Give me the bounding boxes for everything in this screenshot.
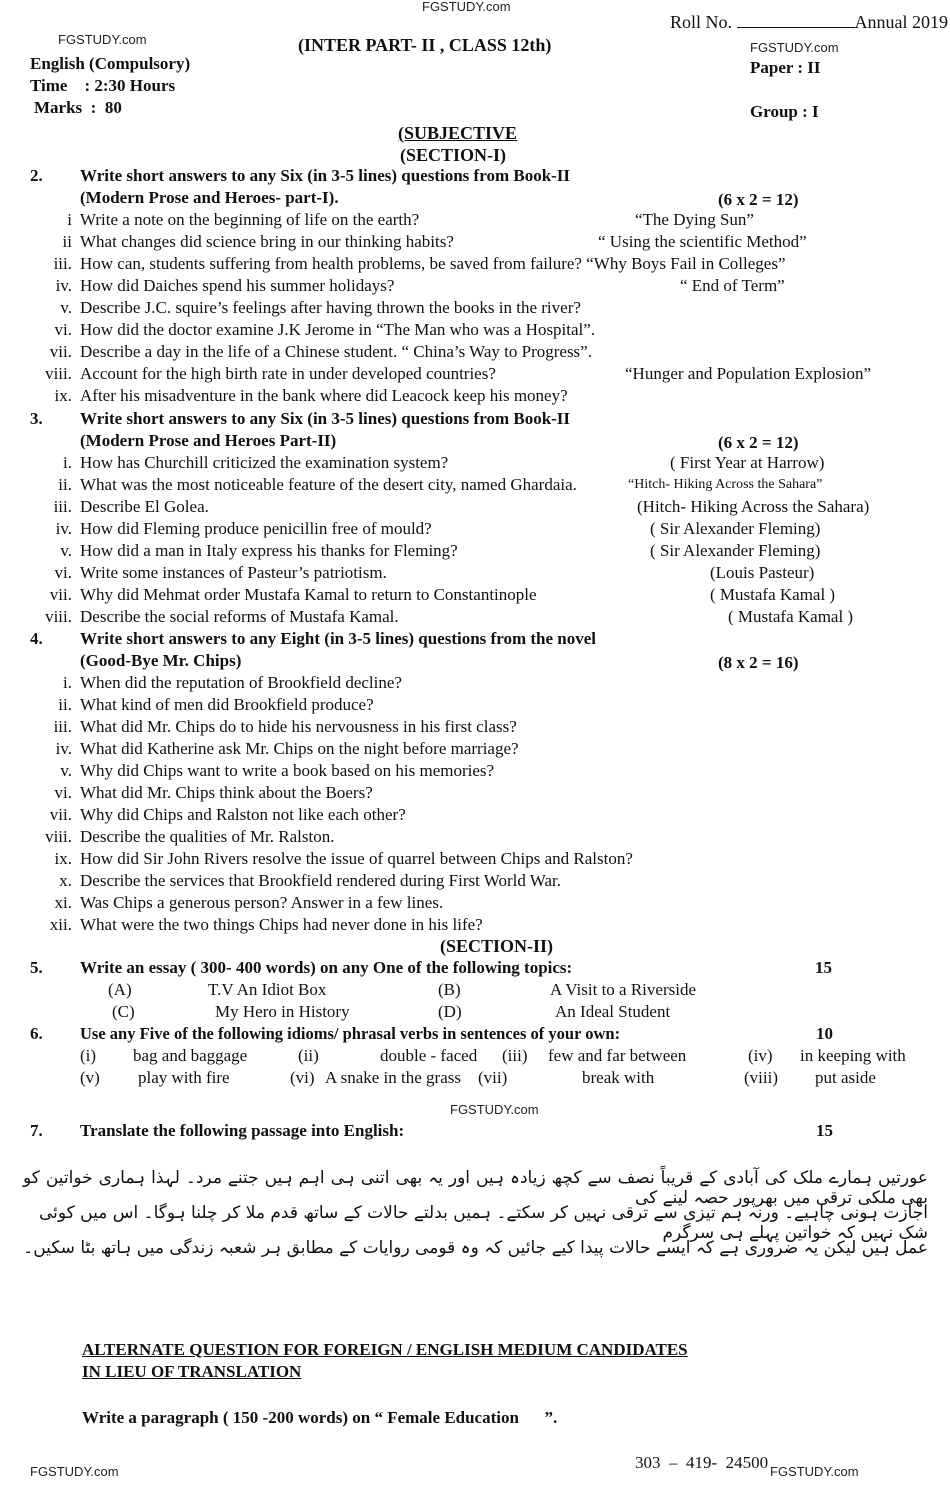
- topic-text: T.V An Idiot Box: [208, 980, 327, 999]
- question-numeral: ii.: [58, 695, 72, 714]
- idiom-numeral: (i): [80, 1046, 97, 1065]
- idiom-numeral: (iii): [502, 1046, 528, 1065]
- idiom-text: few and far between: [548, 1046, 687, 1065]
- question-text: After his misadventure in the bank where did Leacock keep his money?: [80, 386, 568, 405]
- question-numeral: vi.: [54, 563, 72, 582]
- annual-label: Annual 2019: [854, 12, 949, 32]
- question-numeral: vi.: [54, 320, 72, 339]
- question-text: What did Mr. Chips do to hide his nervousness in his first class?: [80, 717, 517, 736]
- question-numeral: xii.: [49, 915, 72, 934]
- question-numeral: ii: [62, 232, 72, 251]
- question-numeral: i: [67, 210, 72, 229]
- q3-instruction: Write short answers to any Six (in 3-5 lines) questions from Book-II: [80, 409, 571, 428]
- question-text: Was Chips a generous person? Answer in a few lines.: [80, 893, 444, 912]
- question-text: How did the doctor examine J.K Jerome in “The Man who was a Hospital”.: [80, 320, 596, 339]
- watermark-mid: FGSTUDY.com: [450, 1102, 539, 1117]
- q3-number: 3.: [30, 409, 43, 428]
- question-numeral: ii.: [58, 475, 72, 494]
- question-text: Why did Chips want to write a book based on his memories?: [80, 761, 495, 780]
- roll-no-label: Roll No.: [670, 12, 733, 32]
- q4-marks: (8 x 2 = 16): [718, 653, 799, 672]
- question-source: “Hunger and Population Explosion”: [625, 364, 871, 383]
- question-numeral: viii.: [45, 827, 72, 846]
- question-text: Describe the social reforms of Mustafa Kamal.: [80, 607, 399, 626]
- topic-letter: (B): [438, 980, 461, 999]
- question-numeral: iii.: [53, 717, 72, 736]
- question-source: (Hitch- Hiking Across the Sahara): [637, 497, 870, 516]
- q3-marks: (6 x 2 = 12): [718, 433, 799, 452]
- idiom-numeral: (iv): [748, 1046, 773, 1065]
- question-text: Why did Mehmat order Mustafa Kamal to return to Constantinople: [80, 585, 537, 604]
- question-text: Write some instances of Pasteur’s patriotism.: [80, 563, 387, 582]
- idiom-numeral: (vii): [478, 1068, 508, 1087]
- question-text: Describe the qualities of Mr. Ralston.: [80, 827, 335, 846]
- watermark-top: FGSTUDY.com: [422, 0, 511, 14]
- subject-label: English (Compulsory): [30, 54, 191, 73]
- question-text: What were the two things Chips had never done in his life?: [80, 915, 483, 934]
- idiom-text: break with: [582, 1068, 655, 1087]
- q2-instruction: Write short answers to any Six (in 3-5 lines) questions from Book-II: [80, 166, 571, 185]
- idiom-numeral: (v): [80, 1068, 100, 1087]
- question-numeral: viii.: [45, 364, 72, 383]
- question-text: How did Sir John Rivers resolve the issue of quarrel between Chips and Ralston?: [80, 849, 633, 868]
- q6-number: 6.: [30, 1024, 43, 1043]
- question-numeral: vii.: [49, 585, 72, 604]
- question-text: Describe J.C. squire’s feelings after having thrown the books in the river?: [80, 298, 581, 317]
- question-numeral: vii.: [49, 342, 72, 361]
- watermark-right: FGSTUDY.com: [750, 40, 839, 55]
- question-numeral: iv.: [55, 739, 72, 758]
- q7-marks: 15: [816, 1121, 833, 1140]
- question-numeral: viii.: [45, 607, 72, 626]
- question-text: How has Churchill criticized the examination system?: [80, 453, 449, 472]
- q4-instruction: Write short answers to any Eight (in 3-5 lines) questions from the novel: [80, 629, 596, 648]
- q4-number: 4.: [30, 629, 43, 648]
- alternate-close: ”.: [544, 1408, 558, 1427]
- class-title: (INTER PART- II , CLASS 12th): [298, 35, 552, 55]
- alternate-question: [82, 1408, 557, 1428]
- question-numeral: xi.: [54, 893, 72, 912]
- footer-watermark-right: FGSTUDY.com: [770, 1464, 859, 1479]
- question-source: ( Sir Alexander Fleming): [650, 541, 821, 560]
- topic-text: An Ideal Student: [555, 1002, 671, 1021]
- question-source: ( Mustafa Kamal ): [728, 607, 854, 626]
- question-text: How did Fleming produce penicillin free of mould?: [80, 519, 432, 538]
- question-numeral: x.: [59, 871, 72, 890]
- subjective-heading: (SUBJECTIVE: [398, 123, 518, 143]
- question-numeral: ix.: [54, 849, 72, 868]
- urdu-passage-line-1: عورتیں ہمارے ملک کی آبادی کے قریباً نصف سے کچھ زیادہ ہیں اور یہ بھی اتنی ہی اہم ہیں جتنے مرد۔ لہذا ہماری خواتین کو بھی ملکی ترقی میں بھرپور حصہ لینے کی: [23, 1168, 928, 1208]
- idiom-text: play with fire: [138, 1068, 230, 1087]
- question-numeral: iii.: [53, 254, 72, 273]
- question-numeral: iv.: [55, 519, 72, 538]
- question-source: “ End of Term”: [680, 276, 785, 295]
- question-numeral: vii.: [49, 805, 72, 824]
- question-text: How did a man in Italy express his thanks for Fleming?: [80, 541, 458, 560]
- q2-marks: (6 x 2 = 12): [718, 190, 799, 209]
- q3-book: (Modern Prose and Heroes Part-II): [80, 431, 337, 450]
- q7-number: 7.: [30, 1121, 43, 1140]
- topic-letter: (D): [438, 1002, 462, 1021]
- question-numeral: i.: [63, 453, 72, 472]
- roll-number-field[interactable]: [670, 12, 948, 32]
- idiom-numeral: (viii): [744, 1068, 778, 1087]
- question-source: (Louis Pasteur): [710, 563, 815, 582]
- question-source: “ Using the scientific Method”: [598, 232, 807, 251]
- idiom-numeral: (ii): [298, 1046, 319, 1065]
- section1-heading: (SECTION-I): [400, 145, 507, 165]
- idiom-numeral: (vi): [290, 1068, 315, 1087]
- q2-number: 2.: [30, 166, 43, 185]
- paper-code: 303 – 419- 24500: [635, 1453, 769, 1472]
- q5-text: Write an essay ( 300- 400 words) on any One of the following topics:: [80, 958, 573, 977]
- question-text: What kind of men did Brookfield produce?: [80, 695, 374, 714]
- question-numeral: iv.: [55, 276, 72, 295]
- q5-number: 5.: [30, 958, 43, 977]
- q2-book: (Modern Prose and Heroes- part-I).: [80, 188, 339, 207]
- urdu-passage-line-2: اجازت ہونی چاہیے۔ ورنہ ہم تیزی سے ترقی نہیں کر سکتے۔ ہمیں بدلتے حالات کے ساتھ قدم ملا کر چلنا ہوگا۔ اس میں کوئی شک نہیں کہ خواتین پہلے ہی سرگرم: [39, 1203, 928, 1243]
- question-text: What changes did science bring in our thinking habits?: [80, 232, 454, 251]
- question-text: How can, students suffering from health problems, be saved from failure? “Why Boys Fail in Colleges”: [80, 254, 786, 273]
- question-text: Describe El Golea.: [80, 497, 209, 516]
- q5-marks: 15: [815, 958, 832, 977]
- q4-book: (Good-Bye Mr. Chips): [80, 651, 242, 670]
- question-text: What was the most noticeable feature of the desert city, named Ghardaia.: [80, 475, 577, 494]
- question-text: When did the reputation of Brookfield decline?: [80, 673, 402, 692]
- q7-text: Translate the following passage into English:: [80, 1121, 405, 1140]
- question-text: Account for the high birth rate in under developed countries?: [80, 364, 496, 383]
- question-numeral: v.: [60, 761, 72, 780]
- topic-letter: (A): [108, 980, 132, 999]
- paper-label: Paper : II: [750, 58, 821, 77]
- alternate-text: Write a paragraph ( 150 -200 words) on “: [82, 1408, 383, 1427]
- q6-text: Use any Five of the following idioms/ phrasal verbs in sentences of your own:: [80, 1024, 621, 1043]
- urdu-passage-line-3: عمل ہیں لیکن یہ ضروری ہے کہ ایسے حالات پیدا کیے جائیں کہ وہ قومی روایات کے مطابق ہر شعبہ زندگی میں ہاتھ بٹا سکیں۔: [23, 1238, 928, 1258]
- question-numeral: iii.: [53, 497, 72, 516]
- group-label: Group : I: [750, 102, 819, 121]
- q6-marks: 10: [816, 1024, 833, 1043]
- idiom-text: put aside: [815, 1068, 876, 1087]
- question-text: Write a note on the beginning of life on the earth?: [80, 210, 420, 229]
- question-text: What did Katherine ask Mr. Chips on the night before marriage?: [80, 739, 519, 758]
- question-text: Why did Chips and Ralston not like each other?: [80, 805, 406, 824]
- idiom-text: double - faced: [380, 1046, 478, 1065]
- question-source: ( First Year at Harrow): [670, 453, 825, 472]
- time-label: Time : 2:30 Hours: [30, 76, 176, 95]
- watermark-left: FGSTUDY.com: [58, 32, 147, 47]
- question-numeral: i.: [63, 673, 72, 692]
- question-source: ( Mustafa Kamal ): [710, 585, 836, 604]
- topic-text: My Hero in History: [215, 1002, 350, 1021]
- question-numeral: v.: [60, 298, 72, 317]
- question-text: How did Daiches spend his summer holidays?: [80, 276, 395, 295]
- idiom-text: A snake in the grass: [325, 1068, 461, 1087]
- question-text: Describe the services that Brookfield rendered during First World War.: [80, 871, 562, 890]
- topic-letter: (C): [112, 1002, 135, 1021]
- marks-label: Marks : 80: [34, 98, 122, 117]
- alternate-heading-1: ALTERNATE QUESTION FOR FOREIGN / ENGLISH MEDIUM CANDIDATES: [82, 1340, 688, 1359]
- topic-text: A Visit to a Riverside: [550, 980, 696, 999]
- question-text: What did Mr. Chips think about the Boers?: [80, 783, 373, 802]
- question-numeral: ix.: [54, 386, 72, 405]
- question-source: “The Dying Sun”: [635, 210, 754, 229]
- question-numeral: v.: [60, 541, 72, 560]
- idiom-text: in keeping with: [800, 1046, 906, 1065]
- footer-watermark-left: FGSTUDY.com: [30, 1464, 119, 1479]
- question-text: Describe a day in the life of a Chinese student. “ China’s Way to Progress”.: [80, 342, 592, 361]
- idiom-text: bag and baggage: [133, 1046, 248, 1065]
- alternate-heading-2: IN LIEU OF TRANSLATION: [82, 1362, 302, 1381]
- section2-heading: (SECTION-II): [440, 936, 554, 956]
- question-source: “Hitch- Hiking Across the Sahara”: [628, 477, 823, 492]
- question-numeral: vi.: [54, 783, 72, 802]
- question-source: ( Sir Alexander Fleming): [650, 519, 821, 538]
- alternate-topic: Female Education: [387, 1408, 519, 1427]
